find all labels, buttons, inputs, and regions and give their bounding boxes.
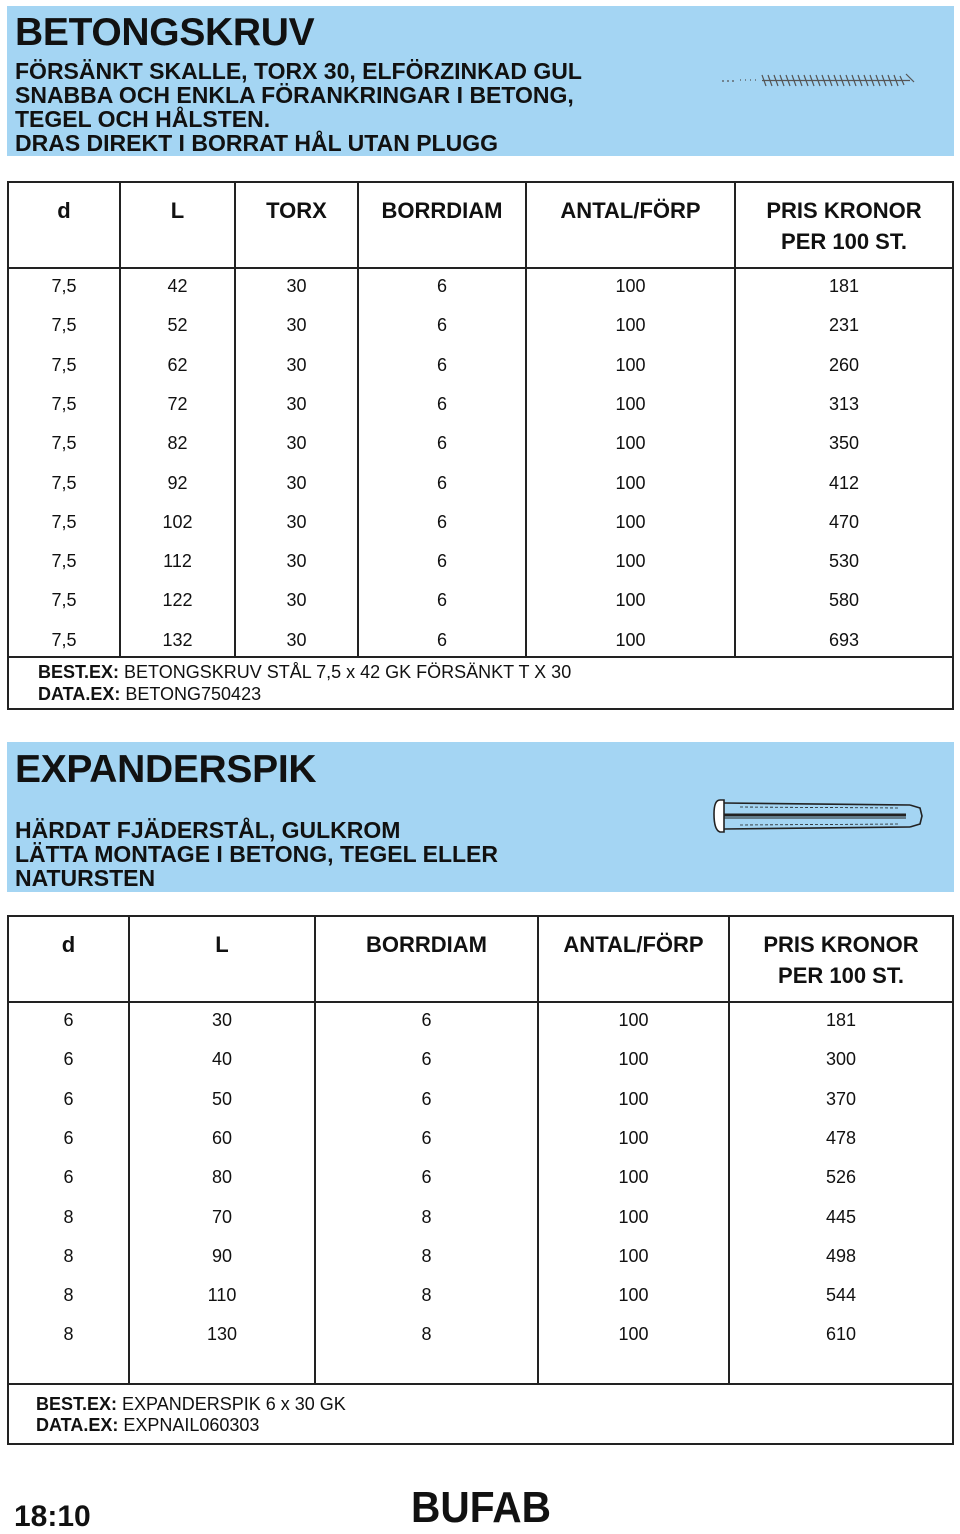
- table-cell: 8: [421, 1245, 432, 1266]
- table-cell: 100: [618, 1049, 649, 1070]
- section-description: [15, 59, 582, 155]
- data-example-value: BETONG750423: [125, 684, 262, 704]
- table-cell: 8: [63, 1245, 74, 1266]
- order-example-value: EXPANDERSPIK 6 x 30 GK: [122, 1394, 346, 1414]
- column-header-line: PRIS KRONOR: [763, 932, 919, 957]
- table-cell: 530: [828, 551, 860, 572]
- table-cell: 6: [436, 629, 447, 650]
- column-header: L: [170, 198, 185, 223]
- table-cell: 82: [167, 433, 188, 454]
- table-cell: 6: [436, 590, 447, 611]
- column-header: L: [215, 932, 229, 957]
- table-cell: 8: [63, 1285, 74, 1306]
- header-divider: [9, 267, 952, 269]
- table-cell: 6: [63, 1049, 74, 1070]
- data-example-value: EXPNAIL060303: [123, 1415, 260, 1435]
- order-example-value: BETONGSKRUV STÅL 7,5 x 42 GK FÖRSÄNKT T X 30: [124, 662, 572, 682]
- description-line: LÄTTA MONTAGE I BETONG, TEGEL ELLER: [15, 841, 498, 867]
- table-cell: 70: [211, 1206, 233, 1227]
- table-cell: 30: [286, 629, 307, 650]
- table-cell: 60: [211, 1127, 233, 1148]
- table-cell: 6: [63, 1167, 74, 1188]
- column-header: d: [61, 932, 76, 957]
- column-divider: [525, 183, 527, 658]
- table-cell: 8: [63, 1324, 74, 1345]
- column-header-line: PRIS KRONOR: [766, 198, 922, 223]
- table-cell: 6: [436, 472, 447, 493]
- description-line: HÄRDAT FJÄDERSTÅL, GULKROM: [15, 817, 401, 843]
- table-cell: 7,5: [51, 590, 77, 611]
- order-example-label: BEST.EX:: [36, 1394, 118, 1414]
- column-header: BORRDIAM: [381, 198, 503, 223]
- table-cell: 350: [828, 433, 860, 454]
- table-cell: 7,5: [51, 629, 77, 650]
- table-cell: 7,5: [51, 393, 77, 414]
- data-example: [36, 1415, 259, 1436]
- table-cell: 100: [615, 276, 646, 296]
- table-cell: 132: [162, 629, 193, 650]
- column-divider: [314, 1001, 316, 1385]
- table-cell: 6: [421, 1010, 432, 1030]
- order-example: [36, 1394, 346, 1415]
- table-cell: 100: [618, 1324, 649, 1345]
- table-cell: 122: [162, 590, 193, 611]
- table-cell: 7,5: [51, 276, 77, 296]
- table-cell: 72: [167, 393, 188, 414]
- column-header: TORX: [266, 198, 327, 223]
- table-cell: 30: [286, 551, 307, 572]
- column-header-line: PER 100 ST.: [781, 229, 907, 254]
- column-divider: [234, 183, 236, 658]
- description-line: DRAS DIREKT I BORRAT HÅL UTAN PLUGG: [15, 130, 498, 156]
- bufab-logo: [410, 1484, 552, 1528]
- table-cell: 300: [825, 1049, 857, 1070]
- table-cell: 6: [63, 1127, 74, 1148]
- table-cell: 412: [828, 472, 860, 493]
- screw-icon: [720, 70, 916, 90]
- table-cell: 6: [421, 1049, 432, 1070]
- table-cell: 30: [286, 472, 307, 493]
- table-cell: 62: [167, 354, 188, 375]
- table-cell: 6: [436, 315, 447, 336]
- table-cell: 6: [436, 276, 447, 296]
- table-cell: 7,5: [51, 433, 77, 454]
- table-cell: 6: [436, 511, 447, 532]
- table-cell: 90: [211, 1245, 233, 1266]
- table-cell: 80: [211, 1167, 233, 1188]
- table-cell: 130: [206, 1324, 238, 1345]
- table-cell: 100: [618, 1285, 649, 1306]
- table-cell: 6: [436, 354, 447, 375]
- column-header: ANTAL/FÖRP: [563, 932, 704, 957]
- table-cell: 100: [618, 1206, 649, 1227]
- table-cell: 30: [286, 315, 307, 336]
- column-header: BORRDIAM: [366, 932, 487, 957]
- data-example-label: DATA.EX:: [36, 1415, 119, 1435]
- table-cell: 6: [421, 1088, 432, 1109]
- table-cell: 30: [286, 590, 307, 611]
- table-cell: 30: [211, 1010, 233, 1030]
- column-header-price: [736, 195, 952, 257]
- table-cell: 498: [825, 1245, 857, 1266]
- table-cell: 100: [615, 354, 646, 375]
- column-divider: [728, 1001, 730, 1385]
- table-cell: 110: [207, 1285, 237, 1306]
- split-pin-nail-icon: [710, 794, 926, 840]
- description-line: FÖRSÄNKT SKALLE, TORX 30, ELFÖRZINKAD GUL: [15, 58, 582, 84]
- order-example: [38, 662, 571, 683]
- table-cell: 100: [615, 590, 646, 611]
- table-cell: 370: [825, 1088, 857, 1109]
- table-cell: 6: [421, 1127, 432, 1148]
- table-cell: 42: [167, 276, 188, 296]
- table-cell: 100: [618, 1245, 649, 1266]
- column-header: d: [57, 198, 71, 223]
- table-cell: 30: [286, 276, 307, 296]
- betongskruv-table: [7, 181, 954, 710]
- table-cell: 100: [615, 433, 646, 454]
- table-cell: 100: [615, 511, 646, 532]
- table-cell: 7,5: [51, 551, 77, 572]
- table-cell: 7,5: [51, 511, 77, 532]
- table-cell: 52: [167, 315, 188, 336]
- table-cell: 30: [286, 433, 307, 454]
- table-cell: 260: [828, 354, 860, 375]
- column-header-line: PER 100 ST.: [778, 963, 904, 988]
- table-cell: 100: [615, 393, 646, 414]
- table-cell: 8: [63, 1206, 74, 1227]
- table-cell: 7,5: [51, 472, 77, 493]
- table-cell: 526: [825, 1167, 857, 1188]
- table-cell: 693: [828, 629, 860, 650]
- description-line: TEGEL OCH HÅLSTEN.: [15, 106, 271, 132]
- order-example-label: BEST.EX:: [38, 662, 120, 682]
- table-cell: 8: [421, 1285, 432, 1306]
- table-cell: 100: [615, 629, 646, 650]
- table-cell: 478: [825, 1127, 857, 1148]
- table-cell: 100: [615, 315, 646, 336]
- footer-divider: [9, 1383, 952, 1385]
- table-cell: 6: [436, 393, 447, 414]
- table-cell: 470: [828, 511, 860, 532]
- table-cell: 6: [436, 433, 447, 454]
- header-divider: [9, 1001, 952, 1003]
- footer-divider: [9, 656, 952, 658]
- data-example: [38, 684, 261, 705]
- table-cell: 580: [828, 590, 860, 611]
- table-cell: 50: [211, 1088, 233, 1109]
- table-cell: 313: [828, 393, 860, 414]
- column-divider: [357, 183, 359, 658]
- table-cell: 7,5: [51, 354, 77, 375]
- table-cell: 610: [825, 1324, 857, 1345]
- table-cell: 6: [436, 551, 447, 572]
- page-number: 18:10: [14, 1500, 91, 1533]
- table-cell: 30: [286, 393, 307, 414]
- table-cell: 6: [63, 1088, 74, 1109]
- column-header: ANTAL/FÖRP: [560, 198, 701, 223]
- table-cell: 6: [421, 1167, 432, 1188]
- table-cell: 8: [421, 1206, 432, 1227]
- column-divider: [537, 1001, 539, 1385]
- table-cell: 30: [286, 354, 307, 375]
- section-description: [15, 818, 498, 890]
- column-header-price: [730, 929, 952, 991]
- section-title: BETONGSKRUV: [15, 11, 315, 54]
- expanderspik-table: [7, 915, 954, 1445]
- section-title: EXPANDERSPIK: [15, 748, 317, 791]
- table-cell: 40: [211, 1049, 233, 1070]
- table-cell: 100: [615, 551, 646, 572]
- table-cell: 181: [828, 276, 860, 296]
- table-cell: 445: [825, 1206, 857, 1227]
- table-cell: 100: [618, 1167, 649, 1188]
- table-cell: 181: [825, 1010, 857, 1030]
- table-cell: 6: [63, 1010, 74, 1030]
- description-line: NATURSTEN: [15, 865, 156, 891]
- description-line: SNABBA OCH ENKLA FÖRANKRINGAR I BETONG,: [15, 82, 574, 108]
- table-cell: 92: [167, 472, 188, 493]
- table-cell: 30: [286, 511, 307, 532]
- table-cell: 100: [618, 1127, 649, 1148]
- table-cell: 100: [618, 1010, 649, 1030]
- table-cell: 102: [162, 511, 193, 532]
- data-example-label: DATA.EX:: [38, 684, 121, 704]
- table-cell: 112: [163, 551, 192, 572]
- table-cell: 544: [825, 1285, 857, 1306]
- table-cell: 8: [421, 1324, 432, 1345]
- table-cell: 231: [828, 315, 860, 336]
- table-cell: 7,5: [51, 315, 77, 336]
- column-divider: [119, 183, 121, 658]
- table-cell: 100: [615, 472, 646, 493]
- brand-name: BUFAB: [411, 1484, 551, 1528]
- column-divider: [128, 1001, 130, 1385]
- table-cell: 100: [618, 1088, 649, 1109]
